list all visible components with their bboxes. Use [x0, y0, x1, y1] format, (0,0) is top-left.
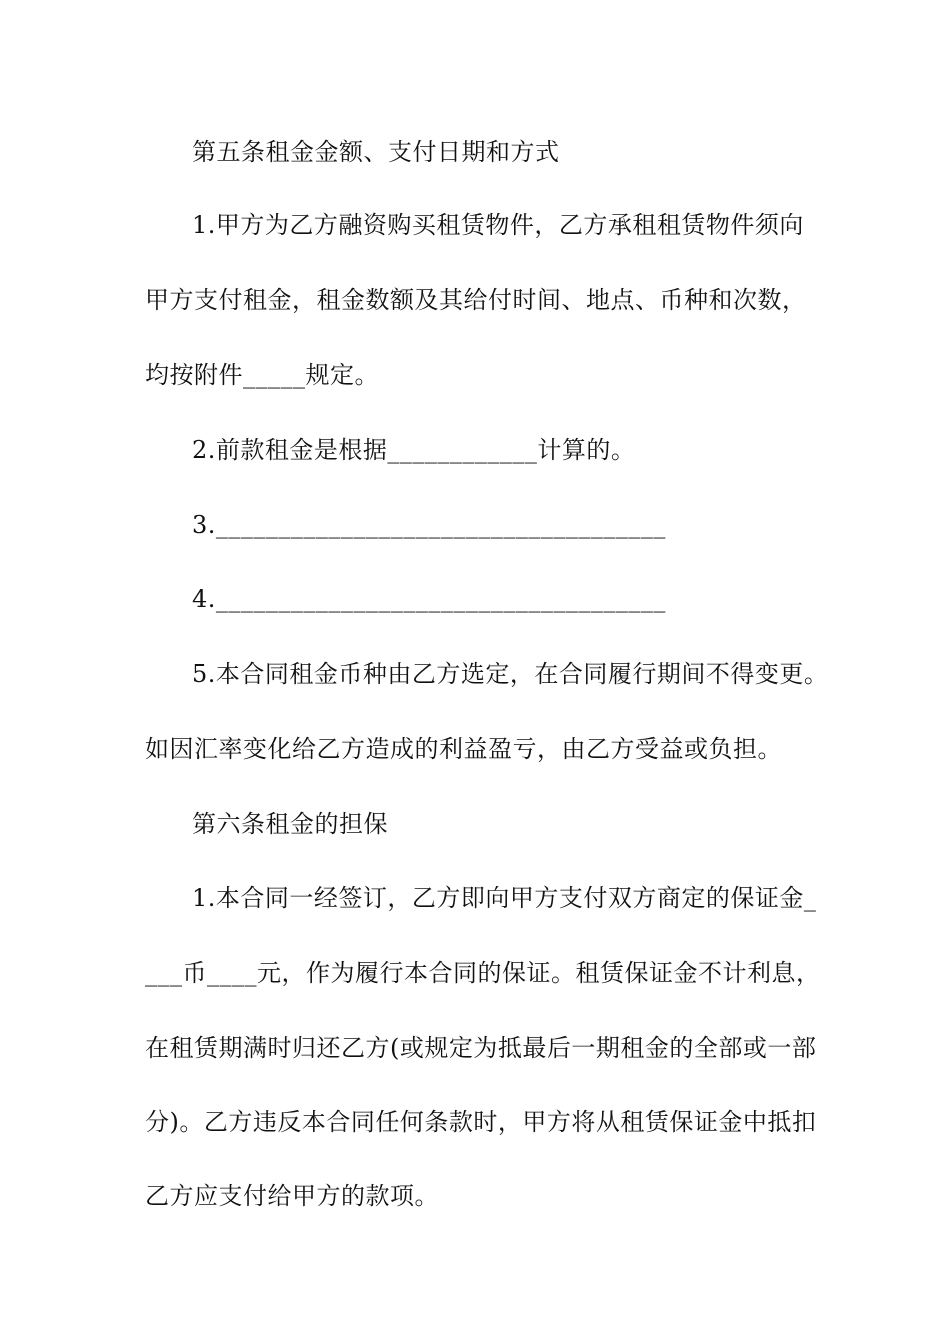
article-5-clause-1-cont-1: 甲方支付租金，租金数额及其给付时间、地点、币种和次数， — [145, 286, 807, 314]
article-6-heading: 第六条租金的担保 — [192, 810, 388, 838]
article-6-clause-1-cont-4: 乙方应支付给甲方的款项。 — [145, 1182, 439, 1210]
article-5-heading: 第五条租金金额、支付日期和方式 — [192, 138, 560, 166]
article-6-clause-1-cont-3: 分)。乙方违反本合同任何条款时，甲方将从租赁保证金中抵扣 — [145, 1108, 817, 1136]
article-6-clause-1-cont-2: 在租赁期满时归还乙方(或规定为抵最后一期租金的全部或一部 — [145, 1034, 817, 1062]
article-6-clause-1-cont-1: ___币____元，作为履行本合同的保证。租赁保证金不计利息， — [145, 959, 821, 987]
article-5-clause-1-cont-2: 均按附件_____规定。 — [145, 361, 379, 389]
article-5-clause-3: 3.____________________________________ — [192, 511, 666, 539]
article-5-clause-1: 1.甲方为乙方融资购买租赁物件，乙方承租租赁物件须向 — [192, 211, 804, 239]
article-5-clause-5-cont: 如因汇率变化给乙方造成的利益盈亏，由乙方受益或负担。 — [145, 735, 782, 763]
article-5-clause-5: 5.本合同租金币种由乙方选定，在合同履行期间不得变更。 — [192, 660, 829, 688]
article-5-clause-2: 2.前款租金是根据____________计算的。 — [192, 436, 636, 464]
article-5-clause-4: 4.____________________________________ — [192, 585, 666, 613]
article-6-clause-1: 1.本合同一经签订，乙方即向甲方支付双方商定的保证金_ — [192, 884, 817, 912]
